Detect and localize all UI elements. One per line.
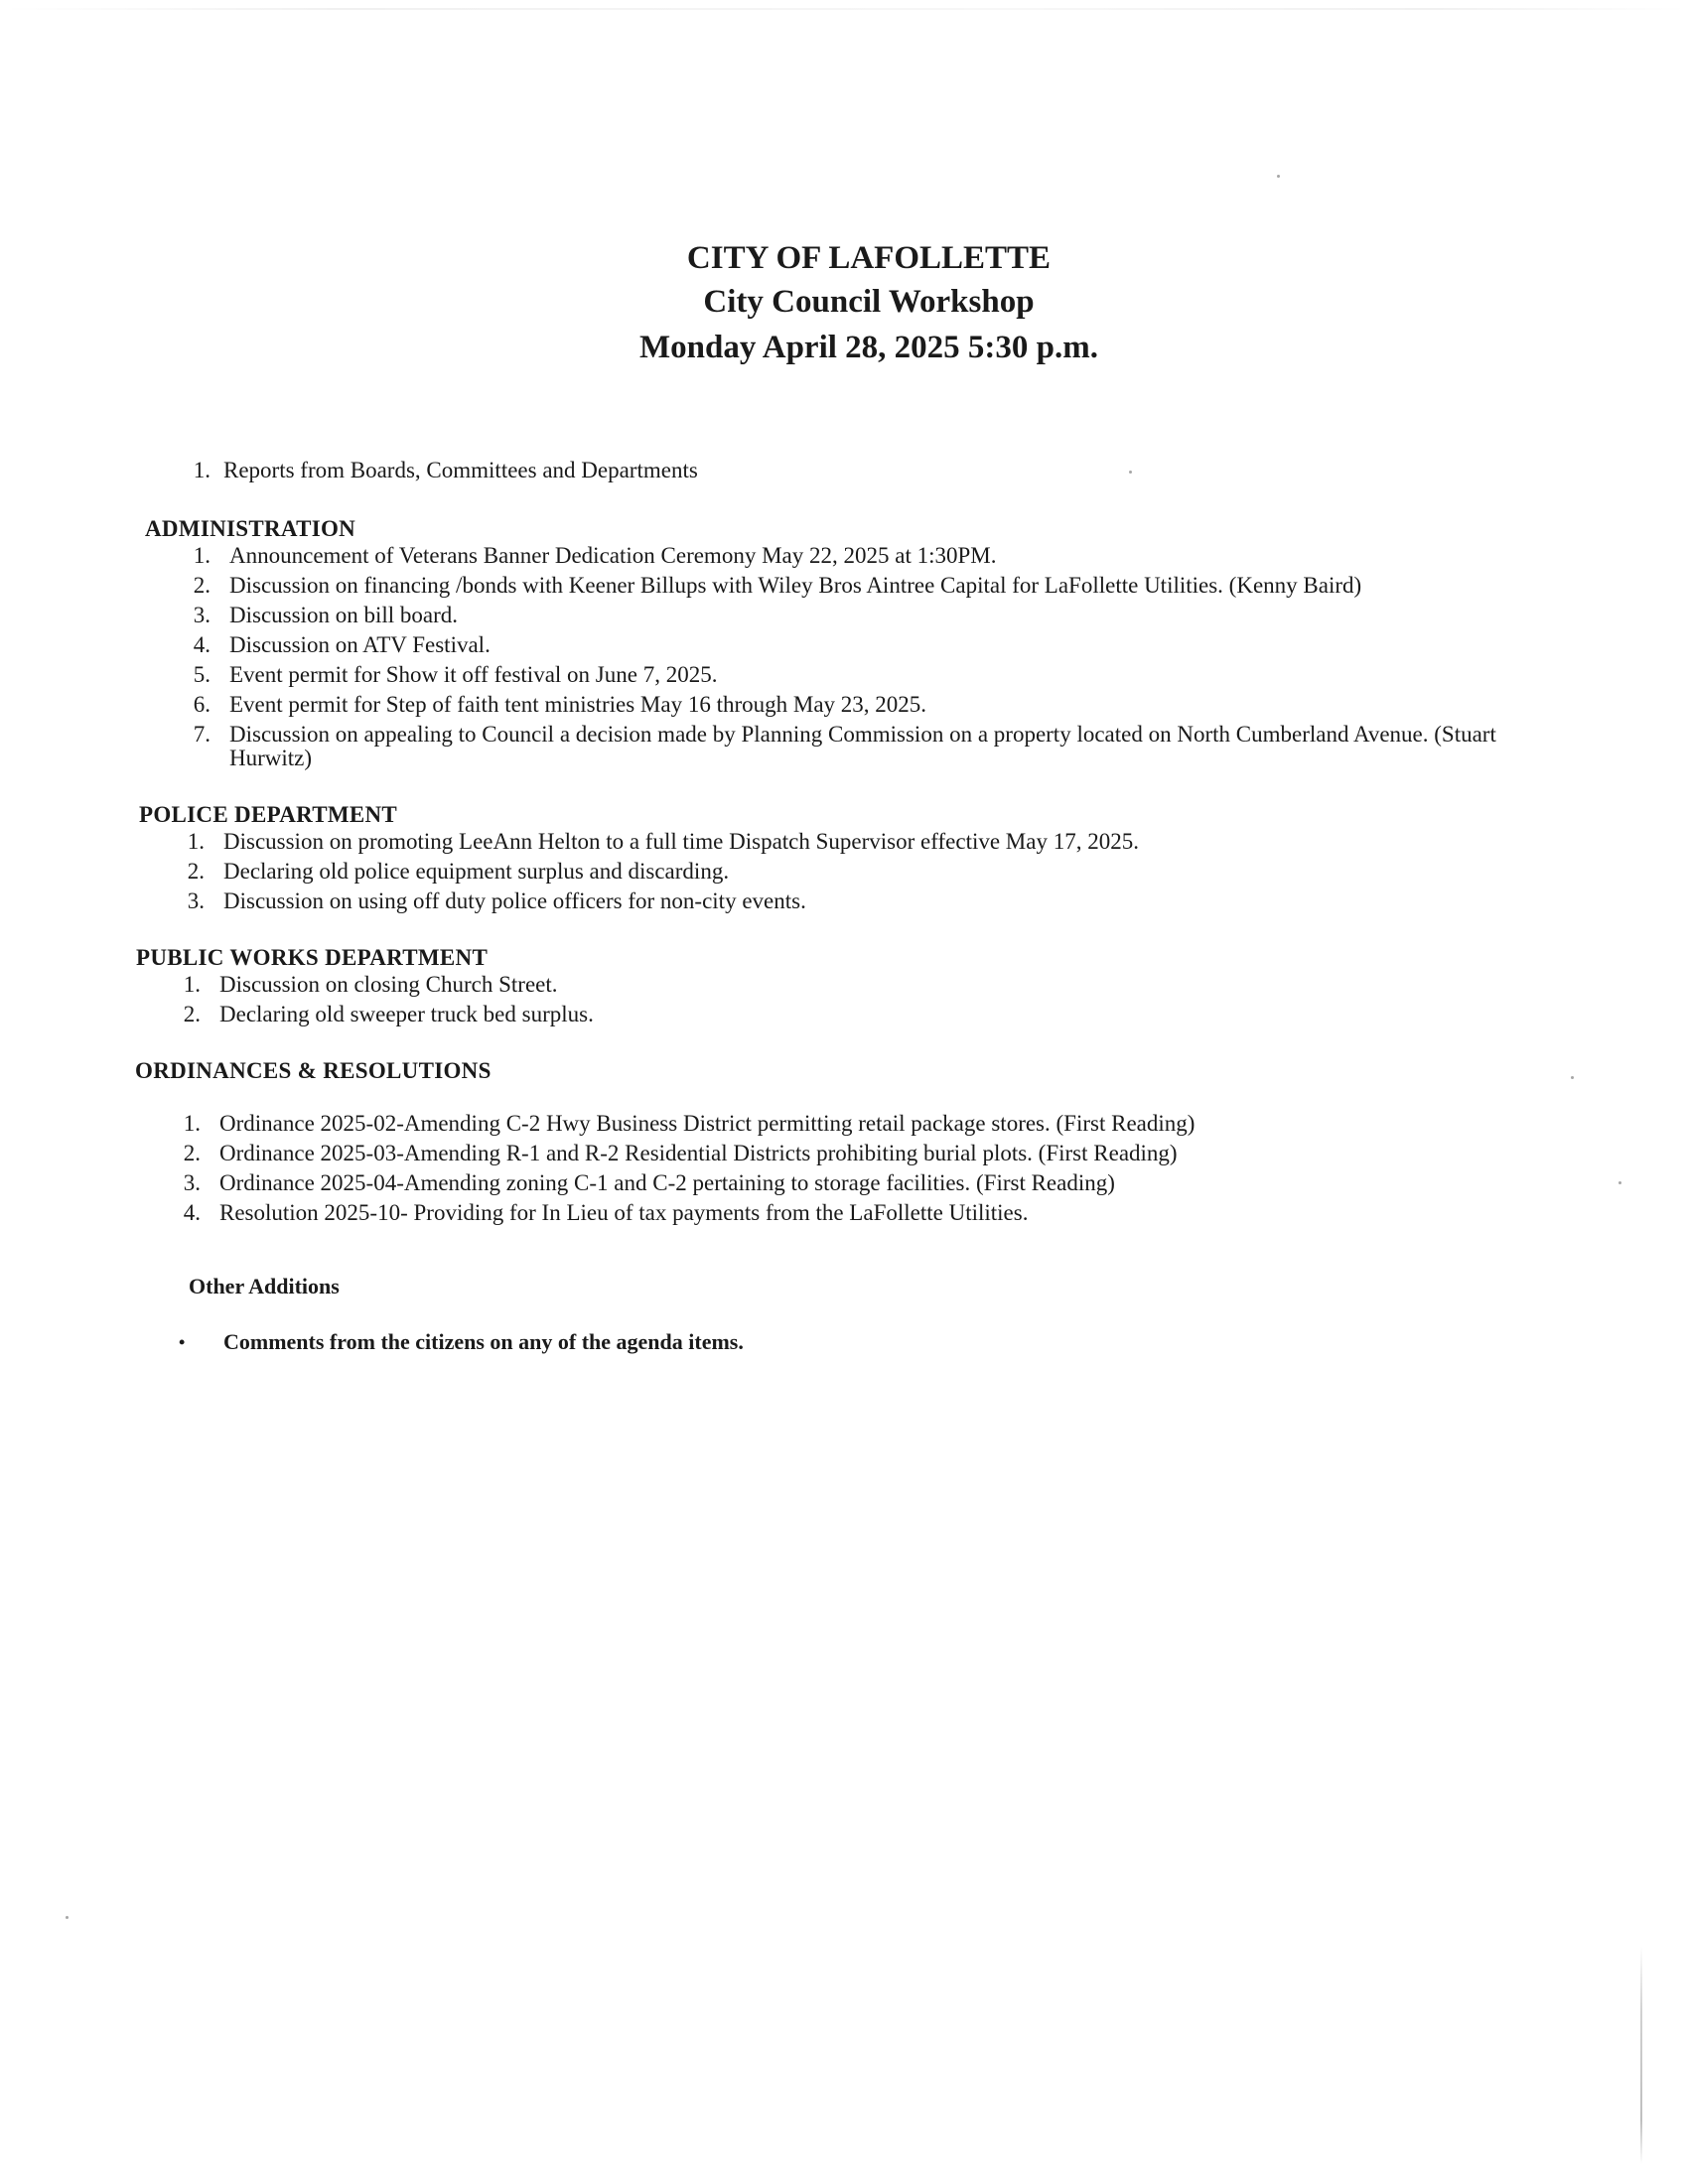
item-number: 1. — [193, 458, 211, 482]
section-heading: ORDINANCES & RESOLUTIONS — [135, 1058, 492, 1083]
list-item — [165, 1171, 1569, 1195]
item-text: Ordinance 2025-02-Amending C-2 Hwy Business District permitting retail package stores. (First Reading) — [219, 1111, 1196, 1136]
item-text: Discussion on promoting LeeAnn Helton to a full time Dispatch Supervisor effective May 17, 2025. — [223, 829, 1139, 854]
administration-list — [139, 544, 1569, 770]
list-item — [169, 830, 1569, 854]
scan-artifact-top — [0, 8, 1688, 10]
comments-text: Comments from the citizens on any of the agenda items. — [223, 1329, 744, 1354]
item-number: 1. — [183, 1111, 201, 1136]
section-heading: PUBLIC WORKS DEPARTMENT — [136, 945, 489, 970]
item-number: 1. — [193, 543, 211, 568]
scan-speck — [66, 1916, 69, 1919]
item-text: Event permit for Step of faith tent ministries May 16 through May 23, 2025. — [229, 692, 927, 717]
item-number: 2. — [183, 1002, 201, 1026]
administration-section — [139, 514, 1569, 770]
item-text: Declaring old sweeper truck bed surplus. — [219, 1002, 594, 1026]
ordinances-list — [139, 1112, 1569, 1225]
public-works-list — [139, 973, 1569, 1026]
item-text: Discussion on closing Church Street. — [219, 972, 558, 997]
list-item — [175, 604, 1569, 627]
list-item — [169, 889, 1569, 913]
list-item — [175, 633, 1569, 657]
document-header — [0, 236, 1688, 371]
item-text: Discussion on financing /bonds with Keener Billups with Wiley Bros Aintree Capital for LaFollette Utilities. (Kenny Baird) — [229, 573, 1362, 598]
item-text: Ordinance 2025-04-Amending zoning C-1 and C-2 pertaining to storage facilities. (First Reading) — [219, 1170, 1115, 1195]
meeting-title: City Council Workshop — [703, 284, 1035, 320]
item-text: Event permit for Show it off festival on June 7, 2025. — [229, 662, 718, 687]
item-number: 1. — [183, 972, 201, 997]
bullet-icon: • — [179, 1332, 186, 1352]
scan-artifact-right — [1640, 1946, 1642, 2164]
item-number: 4. — [193, 632, 211, 657]
item-number: 2. — [183, 1141, 201, 1165]
police-section — [139, 800, 1569, 913]
item-text: Declaring old police equipment surplus and discarding. — [223, 859, 730, 884]
item-text: Reports from Boards, Committees and Departments — [223, 458, 698, 482]
scan-speck — [1618, 1181, 1621, 1184]
item-text: Ordinance 2025-03-Amending R-1 and R-2 Residential Districts prohibiting burial plots. (First Reading) — [219, 1141, 1178, 1165]
list-item — [175, 574, 1569, 598]
list-item — [165, 973, 1569, 997]
item-number: 6. — [193, 692, 211, 717]
item-text: Discussion on ATV Festival. — [229, 632, 491, 657]
other-additions-heading: Other Additions — [189, 1274, 340, 1298]
public-works-section — [136, 943, 1569, 1026]
item-number: 3. — [187, 888, 205, 913]
item-text: Announcement of Veterans Banner Dedication Ceremony May 22, 2025 at 1:30PM. — [229, 543, 997, 568]
list-item — [165, 1003, 1569, 1026]
list-item — [175, 693, 1569, 717]
item-text: Discussion on appealing to Council a decision made by Planning Commission on a property located on North Cumberland Avenue. (Stuart Hurwitz) — [229, 722, 1496, 770]
item-number: 5. — [193, 662, 211, 687]
comments-item — [139, 1328, 1569, 1356]
scan-speck — [1571, 1076, 1574, 1079]
list-item — [169, 860, 1569, 884]
meeting-datetime: Monday April 28, 2025 5:30 p.m. — [638, 330, 1099, 365]
list-item — [175, 544, 1569, 568]
ordinances-section — [135, 1056, 1569, 1225]
item-number: 3. — [193, 603, 211, 627]
section-heading: POLICE DEPARTMENT — [139, 802, 398, 827]
section-heading: ADMINISTRATION — [145, 516, 356, 541]
list-item — [165, 1201, 1569, 1225]
item-number: 7. — [193, 722, 211, 747]
police-list — [139, 830, 1569, 913]
reports-item — [181, 457, 1569, 484]
item-text: Discussion on bill board. — [229, 603, 458, 627]
city-name: CITY OF LAFOLLETTE — [686, 240, 1052, 276]
item-text: Resolution 2025-10- Providing for In Lieu of tax payments from the LaFollette Utilities. — [219, 1200, 1029, 1225]
item-number: 3. — [183, 1170, 201, 1195]
item-number: 1. — [187, 829, 205, 854]
scan-speck — [1277, 175, 1280, 178]
item-text: Discussion on using off duty police officers for non-city events. — [223, 888, 806, 913]
item-number: 2. — [193, 573, 211, 598]
list-item — [165, 1142, 1569, 1165]
list-item — [175, 663, 1569, 687]
list-item — [165, 1112, 1569, 1136]
item-number: 4. — [183, 1200, 201, 1225]
agenda-body — [135, 457, 1569, 1356]
list-item — [175, 723, 1569, 770]
item-number: 2. — [187, 859, 205, 884]
